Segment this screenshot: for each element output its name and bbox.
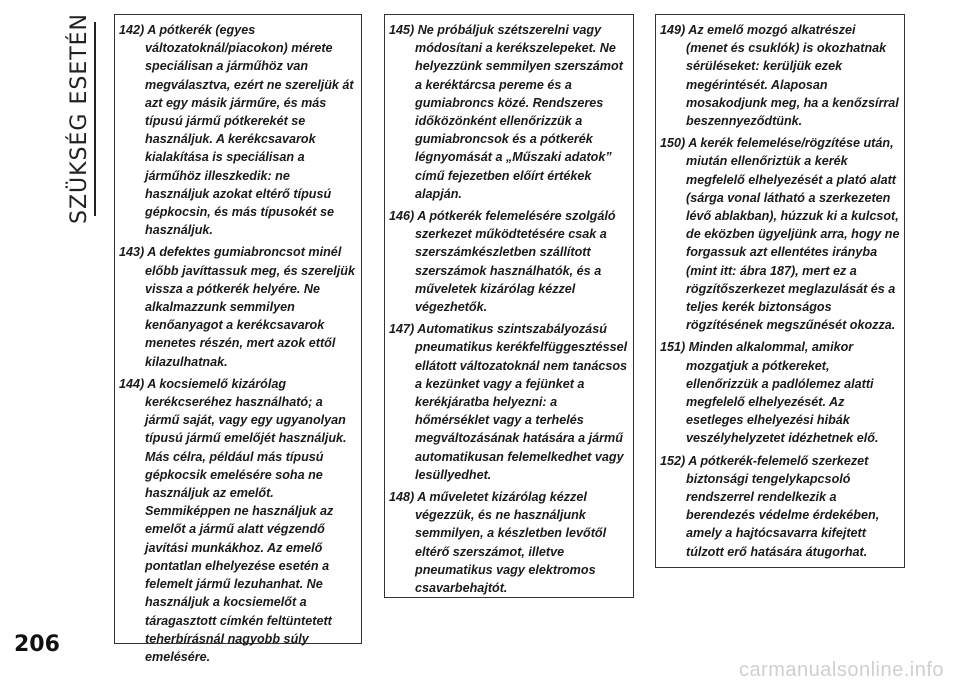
page-number: 206 [14,632,60,657]
warning-item-150: 150) A kerék felemelése/rögzítése után, miután ellenőriztük a kerék megfelelő elhelyezését a plató alatt (sárga vonal látható a szerkezeten lévő ablakban), húzzuk ki a kulcsot, de eközben ügyeljünk arra, hogy ne forgassuk azt ellentétes irányba (mint itt: ábra 187), mert ez a rögzítőszerkezet meglazulását és a teljes kerék biztonságos rögzítésének megszűnését okozza. [660,136,900,333]
section-title-rule [94,22,96,216]
warning-item-149: 149) Az emelő mozgó alkatrészei (menet és csuklók) is okozhatnak sérüléseket: kerüljük ezek megérintését. Alaposan mosakodjunk meg, ha a kenőzsírral beszennyeződtünk. [660,23,899,129]
watermark-url: carmanualsonline.info [738,659,944,681]
warning-column-3 [655,14,905,568]
warning-item-142: 142) A pótkerék (egyes változatoknál/piacokon) mérete speciálisan a járműhöz van megválasztva, ezért ne szereljük át azt egy másik járműre, és más típusú jármű pótkerekét se használjuk. A kerékcsavarok kialakítása is speciálisan a járműhöz illeszkedik: ne használjuk azokat eltérő típusú gépkocsin, és más típusokét se használjuk. [119,23,354,238]
warning-item-148: 148) A műveletet kizárólag kézzel végezzük, és ne használjunk semmilyen, a készletben levőtől eltérő szerszámot, illetve pneumatikus vagy elektromos csavarbehajtót. [389,490,607,596]
warning-item-147: 147) Automatikus szintszabályozású pneumatikus kerékfelfüggesztéssel ellátott változatoknál nem tanácsos a kezünket vagy a fejünket a kerékjáratba helyezni: a hőmérséklet vagy a terhelés megváltozásának hatására a jármű automatikusan felemelkedhet vagy lesüllyedhet. [389,322,628,482]
warning-item-144: 144) A kocsiemelő kizárólag kerékcseréhez használható; a jármű saját, vagy egy ugyanolyan típusú jármű emelőjét használjuk. Más célra, például más típusú gépkocsik emelésére soha ne használjuk az emelőt. Semmiképpen ne használjuk az emelőt a jármű alatt végzendő javítási munkákhoz. Az emelő pontatlan elhelyezése esetén a felemelt jármű lezuhanhat. Ne használjuk a kocsiemelőt a táragasztott címkén feltüntetett teherbírásnál nagyobb súly emelésére. [119,376,347,664]
warning-column-1 [114,14,362,664]
warning-item-151: 151) Minden alkalommal, amikor mozgatjuk a pótkereket, ellenőrizzük a padlólemez alatti megfelelő elhelyezését. Az esetleges elhelyezési hibák veszélyhelyzetet idézhetnek elő. [660,340,879,446]
warning-item-152: 152) A pótkerék-felemelő szerkezet biztonsági tengelykapcsoló rendszerrel rendelkezik a berendezés védelme érdekében, amely a hajtócsavarra kifejtett túlzott erő hatására átugorhat. [660,453,880,559]
warning-item-146: 146) A pótkerék felemelésére szolgáló szerkezet működtetésére csak a szerszámkészletben szállított szerszámok használhatók, és a műveletek kizárólag kézzel végezhetők. [389,209,616,315]
warning-item-145: 145) Ne próbáljuk szétszerelni vagy módosítani a kerékszelepeket. Ne helyezzünk semmilyen szerszámot a keréktárcsa pereme és a gumiabroncs közé. Rendszeres időközönként ellenőrizzük a gumiabroncsok és a pótkerék légnyomását a „Műszaki adatok” című fejezetben előírt értékek alapján. [389,23,623,201]
section-title-text: SZÜKSÉG ESETÉN [67,12,93,224]
warning-item-143: 143) A defektes gumiabroncsot minél előbb javíttassuk meg, és szereljük vissza a pótkerék helyére. Ne alkalmazzunk semmilyen kenőanyagot a kerékcsavarok menetes részén, mert azok ettől kilazulhatnak. [119,245,355,369]
warning-column-2 [384,14,634,598]
